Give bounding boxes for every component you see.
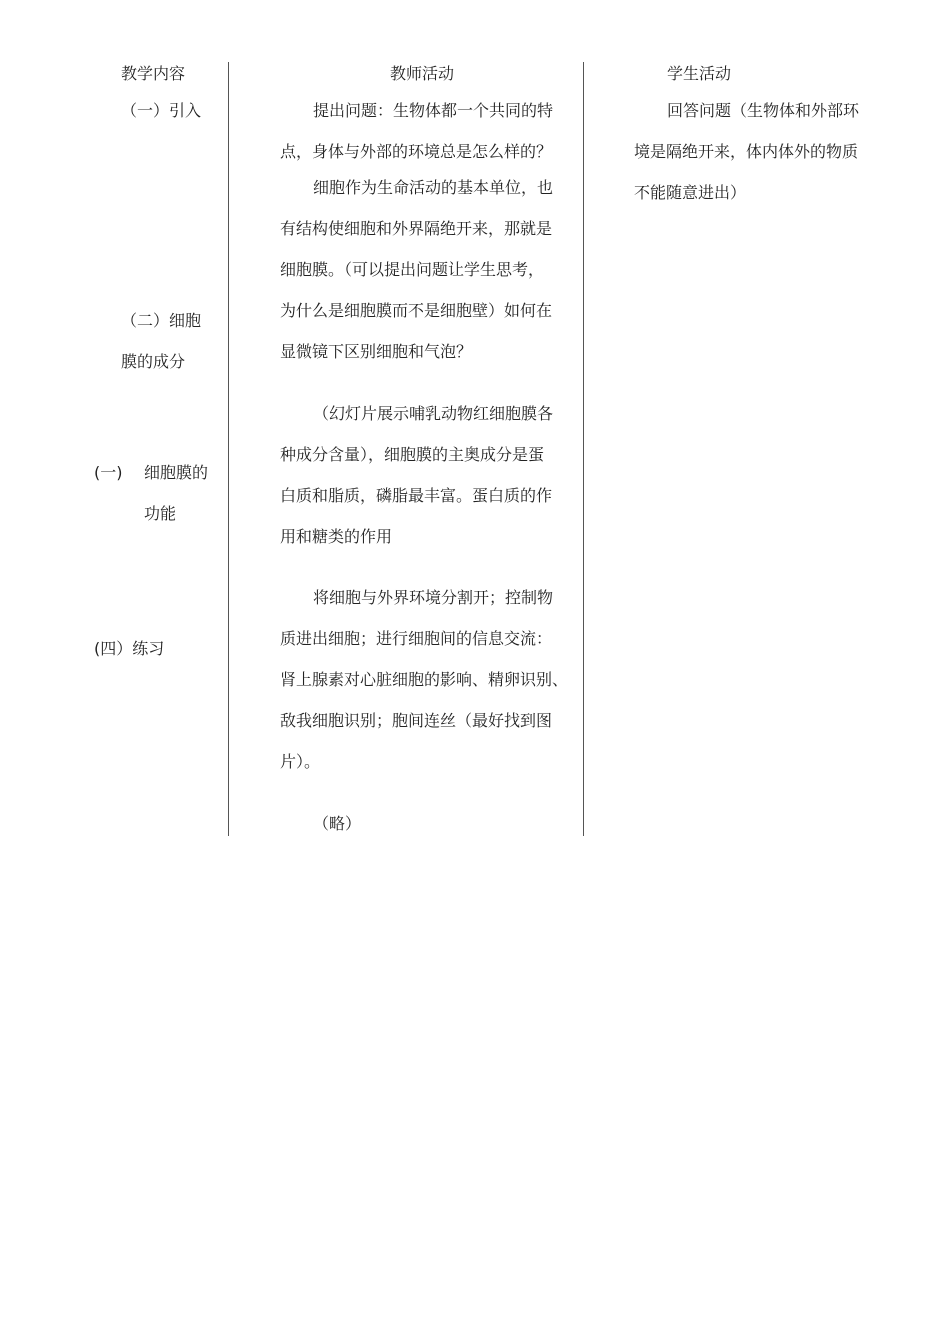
teacher-p4-line5: 片）。 (280, 752, 321, 771)
teacher-p1-line2: 点，身体与外部的环境总是怎么样的？ (280, 142, 553, 161)
student-line1: 回答问题（生物体和外部环 (667, 101, 860, 120)
section-2-line1: （二）细胞 (121, 311, 202, 330)
column-divider-left (228, 62, 229, 836)
header-teaching-content: 教学内容 (121, 64, 186, 83)
section-1-intro: （一）引入 (121, 101, 202, 120)
teacher-p2-line2: 有结构使细胞和外界隔绝开来，那就是 (280, 219, 553, 238)
teacher-p2-line3: 细胞膜。（可以提出问题让学生思考， (280, 260, 545, 279)
teacher-p4-line4: 敌我细胞识别；胞间连丝（最好找到图 (280, 711, 553, 730)
teacher-p3-line1: （幻灯片展示哺乳动物红细胞膜各 (313, 404, 554, 423)
teacher-p3-line4: 用和糖类的作用 (280, 527, 393, 546)
teacher-p3-line2: 种成分含量），细胞膜的主奥成分是蛋 (280, 445, 545, 464)
column-divider-right (583, 62, 584, 836)
teacher-p2-line1: 细胞作为生命活动的基本单位，也 (313, 178, 554, 197)
teacher-p1-line1: 提出问题：生物体都一个共同的特 (313, 101, 554, 120)
header-teacher-activity: 教师活动 (390, 64, 455, 83)
header-student-activity: 学生活动 (667, 64, 732, 83)
teacher-p2-line4: 为什么是细胞膜而不是细胞壁）如何在 (280, 301, 553, 320)
section-3-line2: 功能 (144, 504, 177, 523)
teacher-p3-line3: 白质和脂质，磷脂最丰富。蛋白质的作 (280, 486, 553, 505)
student-line2: 境是隔绝开来，体内体外的物质 (634, 142, 859, 161)
section-3-number: (一) (94, 463, 123, 482)
teacher-p4-line1: 将细胞与外界环境分割开；控制物 (313, 588, 554, 607)
section-4-practice: (四）练习 (94, 639, 165, 658)
student-line3: 不能随意进出） (634, 183, 747, 202)
teacher-p5-omitted: （略） (313, 814, 362, 833)
teacher-p4-line2: 质进出细胞；进行细胞间的信息交流： (280, 629, 553, 648)
section-2-line2: 膜的成分 (121, 352, 186, 371)
teacher-p2-line5: 显微镜下区别细胞和气泡？ (280, 342, 473, 361)
teacher-p4-line3: 肾上腺素对心脏细胞的影响、精卵识别、 (280, 670, 569, 689)
section-3-line1: 细胞膜的 (144, 463, 209, 482)
